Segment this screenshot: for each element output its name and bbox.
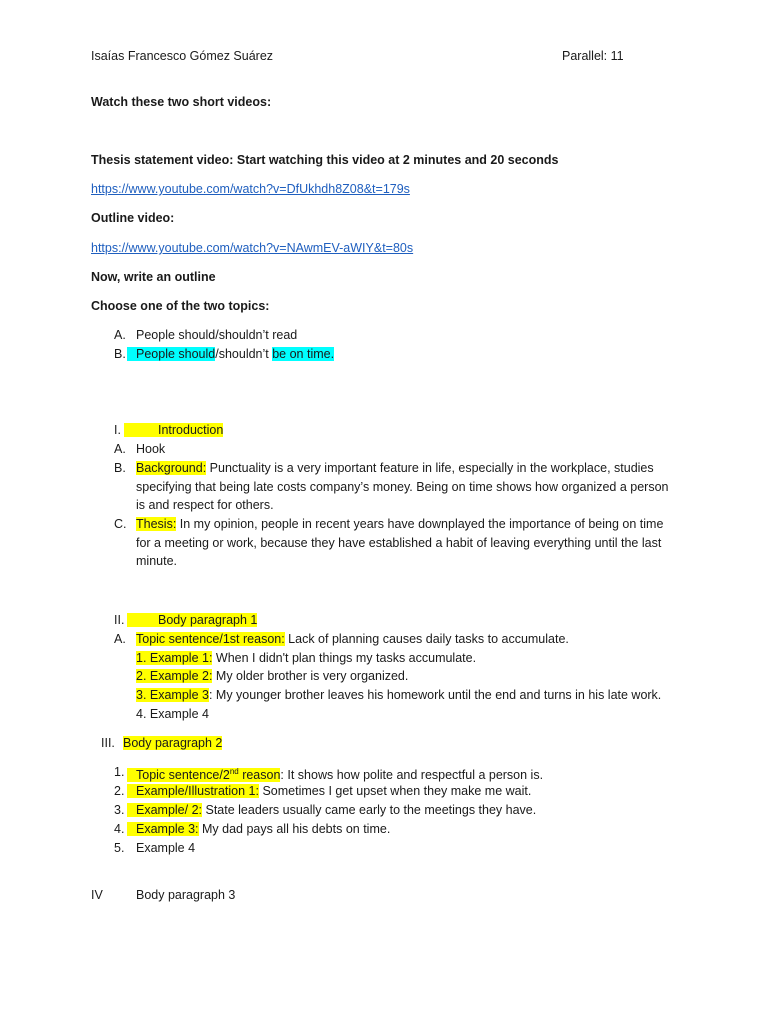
body2-item-2 xyxy=(127,783,531,799)
topic-b-marker: B. xyxy=(114,347,126,361)
body2-item-1-marker: 1. xyxy=(114,765,125,779)
background-marker: B. xyxy=(114,461,126,475)
body1-example-2 xyxy=(136,668,408,684)
intro-title xyxy=(124,422,223,438)
background-label: Background: xyxy=(136,461,207,475)
body2-item-1-label-b: reason xyxy=(238,768,281,783)
topic-b-middle: /shouldn’t xyxy=(215,347,273,361)
body1-topic-sentence xyxy=(136,631,569,647)
body3-title: Body paragraph 3 xyxy=(136,888,236,902)
body2-title xyxy=(123,735,222,751)
body2-numeral: III. xyxy=(101,736,115,750)
body2-item-3-label: Example/ 2: xyxy=(127,803,202,817)
body2-item-3 xyxy=(127,802,536,818)
body2-item-1-text: : It shows how polite and respectful a person is. xyxy=(280,768,544,783)
thesis-marker: C. xyxy=(114,517,127,531)
intro-title-text: Introduction xyxy=(124,423,223,437)
body1-example-3-text: : My younger brother leaves his homework until the end and turns in his late work. xyxy=(208,688,662,702)
student-name: Isaías Francesco Gómez Suárez xyxy=(91,49,274,63)
outline-video-link[interactable]: https://www.youtube.com/watch?v=NAwmEV-aWIY&t=80s xyxy=(91,241,414,255)
body2-item-5-marker: 5. xyxy=(114,841,125,855)
body1-example-1-text: When I didn't plan things my tasks accumulate. xyxy=(212,651,477,665)
body2-item-1-sup: nd xyxy=(229,767,239,776)
body1-title-text: Body paragraph 1 xyxy=(127,613,257,627)
body1-example-2-label: 2. Example 2: xyxy=(136,669,213,683)
parallel-label: Parallel: 11 xyxy=(562,49,624,63)
body1-topic-label: Topic sentence/1st reason: xyxy=(136,632,285,646)
body1-example-3 xyxy=(136,687,661,703)
watch-instruction: Watch these two short videos: xyxy=(91,95,272,109)
topic-b-highlight-1: People should xyxy=(127,347,215,361)
body2-item-4 xyxy=(127,821,390,837)
body1-example-1-label: 1. Example 1: xyxy=(136,651,213,665)
body1-title xyxy=(127,612,257,628)
body1-example-4 xyxy=(136,706,209,722)
body2-item-1 xyxy=(127,764,543,783)
thesis-video-link[interactable]: https://www.youtube.com/watch?v=DfUkhdh8Z08&t=179s xyxy=(91,182,410,196)
body2-title-text: Body paragraph 2 xyxy=(123,736,223,750)
body2-item-3-marker: 3. xyxy=(114,803,125,817)
body2-item-2-text: Sometimes I get upset when they make me wait. xyxy=(258,784,532,798)
hook-text: Hook xyxy=(136,442,166,456)
body3-numeral: IV xyxy=(91,888,103,902)
body2-item-5 xyxy=(136,840,195,856)
intro-numeral: I. xyxy=(114,423,121,437)
body2-item-1-label xyxy=(127,768,280,782)
thesis-paragraph xyxy=(136,515,676,571)
body1-example-3-label: 3. Example 3 xyxy=(136,688,209,702)
body2-item-2-label: Example/Illustration 1: xyxy=(127,784,259,798)
topic-a-marker: A. xyxy=(114,328,126,342)
body2-item-4-text: My dad pays all his debts on time. xyxy=(198,822,391,836)
body2-item-1-label-a: Topic sentence/2 xyxy=(136,768,230,783)
choose-topic-instruction: Choose one of the two topics: xyxy=(91,299,270,313)
background-text: Punctuality is a very important feature in life, especially in the workplace, studies specifying that being late costs company’s money. Being on time shows how organized a person is and respect for others. xyxy=(136,461,669,512)
thesis-video-label: Thesis statement video: Start watching this video at 2 minutes and 20 seconds xyxy=(91,153,559,167)
body2-item-3-text: State leaders usually came early to the meetings they have. xyxy=(202,803,537,817)
body1-example-4-label: 4. Example 4 xyxy=(136,707,209,721)
topic-b-highlight-2: be on time. xyxy=(272,347,335,361)
outline-video-label: Outline video: xyxy=(91,211,175,225)
topic-a-text: People should/shouldn’t read xyxy=(136,328,298,342)
body1-topic-marker: A. xyxy=(114,632,126,646)
background-paragraph xyxy=(136,459,676,515)
body1-topic-text: Lack of planning causes daily tasks to accumulate. xyxy=(284,632,569,646)
body1-example-2-text: My older brother is very organized. xyxy=(212,669,409,683)
body2-item-5-label: Example 4 xyxy=(136,841,196,855)
body2-item-4-label: Example 3: xyxy=(127,822,199,836)
hook-marker: A. xyxy=(114,442,126,456)
body2-item-2-marker: 2. xyxy=(114,784,125,798)
thesis-text: In my opinion, people in recent years have downplayed the importance of being on time for a meeting or work, because they have established a habit of leaving everything until the last minute. xyxy=(136,517,664,568)
body1-example-1 xyxy=(136,650,476,666)
body2-item-4-marker: 4. xyxy=(114,822,125,836)
topic-b-text xyxy=(127,346,334,362)
thesis-label: Thesis: xyxy=(136,517,177,531)
write-outline-instruction: Now, write an outline xyxy=(91,270,216,284)
body1-numeral: II. xyxy=(114,613,125,627)
